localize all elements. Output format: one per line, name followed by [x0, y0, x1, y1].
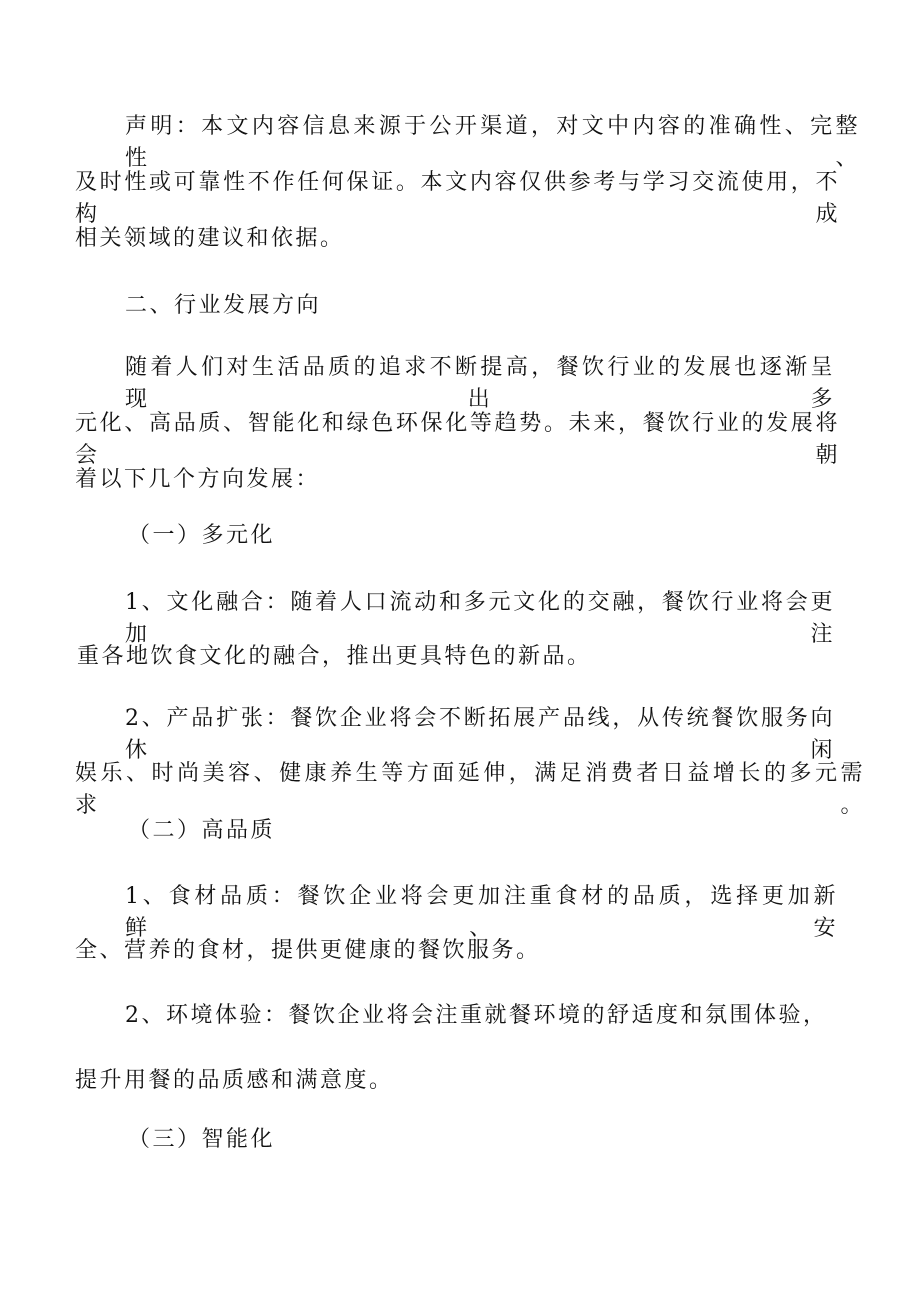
sub2-p1-line-1: 1、食材品质：餐饮企业将会更加注重食材的品质，选择更加新鲜、安 — [125, 884, 838, 941]
subheading-intelligent: （三）智能化 — [128, 1127, 276, 1152]
sub1-p1-line-1: 1、文化融合：随着人口流动和多元文化的交融，餐饮行业将会更加注 — [125, 590, 835, 647]
sub1-p2-line-1: 2、产品扩张：餐饮企业将会不断拓展产品线，从传统餐饮服务向休闲 — [125, 706, 835, 763]
section-heading: 二、行业发展方向 — [125, 293, 322, 318]
disclaimer-line-3: 相关领域的建议和依据。 — [75, 226, 345, 251]
sub1-p2-line-2: 娱乐、时尚美容、健康养生等方面延伸，满足消费者日益增长的多元需求。 — [75, 761, 865, 818]
intro-line-1: 随着人们对生活品质的追求不断提高，餐饮行业的发展也逐渐呈现出多 — [125, 355, 835, 412]
subheading-high-quality: （二）高品质 — [128, 818, 276, 843]
sub1-p1-line-2: 重各地饮食文化的融合，推出更具特色的新品。 — [77, 644, 592, 669]
intro-line-2: 元化、高品质、智能化和绿色环保化等趋势。未来，餐饮行业的发展将会朝 — [75, 411, 840, 468]
subheading-diversification: （一）多元化 — [128, 523, 276, 548]
disclaimer-line-1: 声明：本文内容信息来源于公开渠道，对文中内容的准确性、完整性、 — [125, 114, 860, 171]
intro-line-3: 着以下几个方向发展： — [75, 467, 321, 492]
sub2-p1-line-2: 全、营养的食材，提供更健康的餐饮服务。 — [75, 938, 541, 963]
sub2-p2-line-1: 2、环境体验：餐饮企业将会注重就餐环境的舒适度和氛围体验， — [125, 1003, 828, 1028]
disclaimer-line-2: 及时性或可靠性不作任何保证。本文内容仅供参考与学习交流使用，不构成 — [75, 170, 840, 227]
sub2-p2-line-2: 提升用餐的品质感和满意度。 — [75, 1068, 394, 1093]
